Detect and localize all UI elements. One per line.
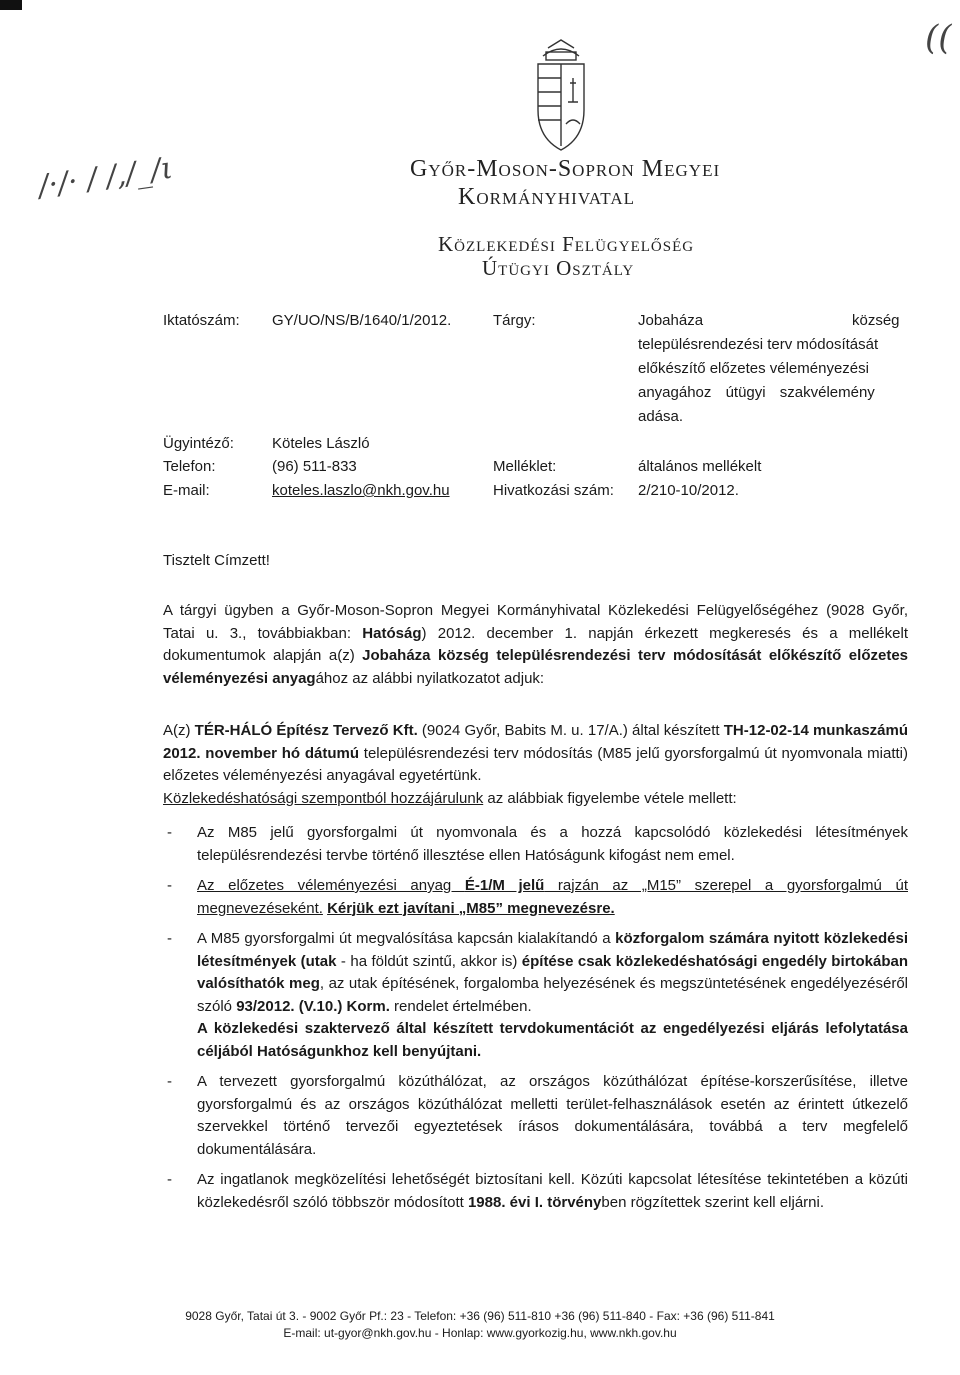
list-item-3-text-4: rendelet értelmében. <box>389 997 532 1015</box>
targy-line2: településrendezési terv módosítását <box>638 336 879 353</box>
scan-corner-mark <box>0 0 22 10</box>
para2-text-3: településrendezési terv módosítás (M85 jelű gyorsforgalmú út nyomvonala miatti) előzetes véleményezési anyagával egyetértünk. <box>163 744 908 784</box>
para1-text-3: ához az alábbi nyilatkozatot adjuk: <box>315 669 545 687</box>
email-label: E-mail: <box>163 482 210 499</box>
para2-text-4: az alábbiak figyelembe vétele mellett: <box>483 789 737 807</box>
para1-text-1: A tárgyi ügyben a Győr-Moson-Sopron Megyei Kormányhivatal Közlekedési Felügyelőségéhez (9028 Győr, Tatai u. 3., továbbiakban: <box>163 602 908 642</box>
list-item <box>163 1169 908 1214</box>
list-item-1-text: Az M85 jelű gyorsforgalmi út nyomvonala és a hozzá kapcsolódó közlekedési létesítmények településrendezési tervbe történő illesztése ellen Hatóságunk kifogást nem emel. <box>197 824 908 864</box>
hivatkozasi-label: Hivatkozási szám: <box>493 482 614 499</box>
list-dash: - <box>167 930 172 947</box>
para2-text-2: (9024 Győr, Babits M. u. 17/A.) által készített <box>417 722 724 739</box>
iktatoszam-label: Iktatószám: <box>163 312 240 329</box>
footer-address: 9028 Győr, Tatai út 3. - 9002 Győr Pf.: 23 - Telefon: +36 (96) 511-810 +36 (96) 511-840 - Fax: +36 (96) 511-841 <box>185 1309 775 1323</box>
list-item-5-text-2: ben rögzítettek szerint kell eljárni. <box>601 1193 824 1211</box>
list-item-3-bold-2: építése csak közlekedéshatósági engedély birtokában valósíthatók meg <box>197 952 908 992</box>
ugyintezo-label: Ügyintéző: <box>163 435 234 452</box>
list-item <box>163 928 908 1063</box>
handwritten-signature-left: /·/· ∕ ∕,/_/ι <box>36 150 175 205</box>
list-item <box>163 822 908 867</box>
hivatkozasi-value: 2/210-10/2012. <box>638 482 739 499</box>
list-item-3-text-2: - ha földút szintű, akkor is) <box>336 952 522 970</box>
targy-line4: anyagához útügyi szakvélemény <box>638 384 875 401</box>
para2-bold-worknumber: TH-12-02-14 munkaszámú 2012. november hó dátumú <box>163 722 909 762</box>
list-item-2-text-1: Az előzetes véleményezési anyag <box>197 877 465 894</box>
list-item-3-text-1: A M85 gyorsforgalmi út megvalósítása kapcsán kialakítandó a <box>197 930 616 947</box>
para1-text-2: ) 2012. december 1. napján érkezett megkeresés és a mellékelt dokumentumok alapján a(z) <box>163 624 908 664</box>
org-name-line1: Győr-Moson-Sopron Megyei <box>410 156 721 182</box>
targy-line3: előkészítő előzetes véleményezési <box>638 360 869 377</box>
email-link[interactable]: koteles.laszlo@nkh.gov.hu <box>272 482 450 499</box>
handwritten-mark: (( <box>925 18 952 58</box>
list-item-3-bold-submission: A közlekedési szaktervező által készített tervdokumentációt az engedélyezési eljárás lefolytatása céljából Hatóságunkhoz kell benyújtani. <box>197 1020 908 1060</box>
list-item-3-text-3: , az utak építésének, forgalomba helyezésének és megszüntetésének engedélyezéséről szóló <box>197 975 908 1015</box>
list-item-2-bold-drawing: É-1/M jelű <box>464 877 545 894</box>
list-dash: - <box>167 824 172 841</box>
para1-bold-hatosag: Hatóság <box>362 624 422 642</box>
list-dash: - <box>167 1073 172 1090</box>
statement-paragraph <box>163 720 908 810</box>
intro-paragraph <box>163 600 908 690</box>
list-item-2-bold-request: Kérjük ezt javítani „M85” megnevezésre. <box>327 899 615 917</box>
org-name-line2: Kormányhivatal <box>458 184 635 210</box>
list-item-5-bold-law: 1988. évi I. törvény <box>467 1193 602 1211</box>
targy-line1-b: község <box>852 312 900 329</box>
para2-text-1: A(z) <box>163 722 195 739</box>
list-item-3-bold-1: közforgalom számára nyitott közlekedési létesítmények (utak <box>197 930 908 970</box>
hungarian-coat-of-arms-icon <box>518 38 604 158</box>
list-item-3-bold-decree: 93/2012. (V.10.) Korm. <box>236 997 390 1015</box>
salutation: Tisztelt Címzett! <box>163 552 270 569</box>
targy-line5: adása. <box>638 408 684 425</box>
melleklet-label: Melléklet: <box>493 458 557 475</box>
conditions-list <box>163 822 908 1214</box>
ugyintezo-value: Köteles László <box>272 435 370 452</box>
para1-bold-subject: Jobaháza község településrendezési terv módosítását előkészítő előzetes véleményezési anyag <box>163 647 908 687</box>
melleklet-value: általános mellékelt <box>638 458 762 475</box>
list-item <box>163 875 908 920</box>
list-dash: - <box>167 877 172 894</box>
list-item-5-text-1: Az ingatlanok megközelítési lehetőségét biztosítani kell. Közúti kapcsolat létesítése tekintetében a közúti közlekedésről szóló többször módosított <box>197 1171 908 1211</box>
targy-label: Tárgy: <box>493 312 536 329</box>
list-item <box>163 1071 908 1161</box>
para2-bold-company: TÉR-HÁLÓ Építész Tervező Kft. <box>194 722 418 739</box>
list-item-2-text-2: rajzán az „M15” szerepel a gyorsforgalmú út megnevezéseként. <box>197 877 908 917</box>
targy-line1-a: Jobaháza <box>638 312 704 329</box>
telefon-label: Telefon: <box>163 458 216 475</box>
list-item-4-text: A tervezett gyorsforgalmú közúthálózat, az országos közúthálózat építése-korszerűsítése, illetve gyorsforgalmú és az országos közúthálózat melletti terület-felhasználások esetén az érintett útkezelő szervekkel történő tervezői egyeztetések írásos dokumentálására, továbbá a terv megfelelő dokumentálására. <box>197 1073 908 1158</box>
para2-underlined-consent: Közlekedéshatósági szempontból hozzájárulunk <box>163 789 484 807</box>
telefon-value: (96) 511-833 <box>272 458 357 475</box>
iktatoszam-value: GY/UO/NS/B/1640/1/2012. <box>272 312 452 329</box>
dept-name-line2: Útügyi Osztály <box>482 256 635 280</box>
footer-contact: E-mail: ut-gyor@nkh.gov.hu - Honlap: www.gyorkozig.hu, www.nkh.gov.hu <box>283 1326 677 1340</box>
dept-name-line1: Közlekedési Felügyelőség <box>438 232 695 256</box>
list-dash: - <box>167 1171 172 1188</box>
